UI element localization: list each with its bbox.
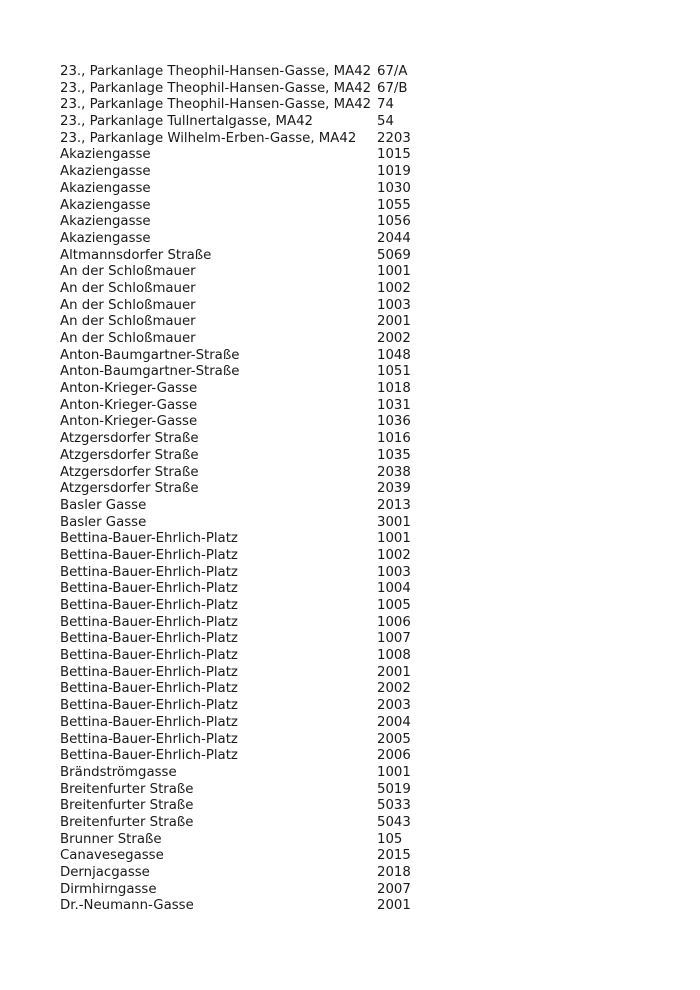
house-number: 2038: [377, 464, 411, 480]
list-item: [60, 398, 660, 415]
street-name: Anton-Krieger-Gasse: [60, 381, 198, 397]
street-name: Breitenfurter Straße: [60, 781, 194, 797]
list-item: [60, 782, 660, 799]
street-name: 23., Parkanlage Tullnertalgasse, MA42: [60, 114, 313, 130]
house-number: 1003: [377, 564, 411, 580]
house-number: 2004: [377, 714, 411, 730]
list-item: [60, 765, 660, 782]
street-name: Brändströmgasse: [60, 764, 177, 780]
street-name: Dr.-Neumann-Gasse: [60, 898, 194, 914]
list-item: [60, 481, 660, 498]
street-name: 23., Parkanlage Wilhelm-Erben-Gasse, MA42: [60, 130, 357, 146]
street-name: Bettina-Bauer-Ehrlich-Platz: [60, 664, 238, 680]
street-name: 23., Parkanlage Theophil-Hansen-Gasse, MA42: [60, 64, 372, 79]
house-number: 2001: [377, 898, 411, 914]
house-number: 2002: [377, 681, 411, 697]
list-item: [60, 431, 660, 448]
street-name: Bettina-Bauer-Ehrlich-Platz: [60, 681, 238, 697]
street-name: Basler Gasse: [60, 497, 147, 513]
house-number: 1003: [377, 297, 411, 313]
house-number: 105: [377, 831, 403, 847]
list-item: [60, 97, 660, 114]
street-name: Altmannsdorfer Straße: [60, 247, 212, 263]
list-item: [60, 531, 660, 548]
street-name: An der Schloßmauer: [60, 297, 196, 313]
street-name: Anton-Baumgartner-Straße: [60, 347, 240, 363]
street-name: Bettina-Bauer-Ehrlich-Platz: [60, 714, 238, 730]
list-item: [60, 64, 660, 81]
street-name: Bettina-Bauer-Ehrlich-Platz: [60, 648, 238, 664]
street-name: Bettina-Bauer-Ehrlich-Platz: [60, 614, 238, 630]
house-number: 2005: [377, 731, 411, 747]
list-item: [60, 264, 660, 281]
list-item: [60, 131, 660, 148]
list-item: [60, 198, 660, 215]
street-name: Bettina-Bauer-Ehrlich-Platz: [60, 698, 238, 714]
list-item: [60, 231, 660, 248]
list-item: [60, 798, 660, 815]
list-item: [60, 565, 660, 582]
list-item: [60, 81, 660, 98]
street-name: Bettina-Bauer-Ehrlich-Platz: [60, 731, 238, 747]
street-name: Akaziengasse: [60, 147, 151, 163]
street-name: Bettina-Bauer-Ehrlich-Platz: [60, 598, 238, 613]
house-number: 1001: [377, 531, 411, 547]
list-item: [60, 281, 660, 298]
house-number: 54: [377, 114, 394, 130]
street-name: Bettina-Bauer-Ehrlich-Platz: [60, 547, 238, 563]
house-number: 1001: [377, 764, 411, 780]
house-number: 1036: [377, 414, 411, 430]
street-name: Breitenfurter Straße: [60, 798, 194, 814]
house-number: 67/A: [377, 64, 408, 79]
house-number: 5033: [377, 798, 411, 814]
house-number: 67/B: [377, 80, 408, 96]
list-item: [60, 164, 660, 181]
list-item: [60, 581, 660, 598]
street-name: An der Schloßmauer: [60, 280, 196, 296]
list-item: [60, 865, 660, 882]
street-name: Dernjacgasse: [60, 865, 150, 880]
list-item: [60, 498, 660, 515]
house-number: 1051: [377, 364, 411, 380]
list-item: [60, 214, 660, 231]
street-name: Akaziengasse: [60, 214, 151, 230]
list-item: [60, 548, 660, 565]
house-number: 1030: [377, 180, 411, 196]
house-number: 2203: [377, 130, 411, 146]
street-name: Anton-Krieger-Gasse: [60, 414, 198, 430]
house-number: 1035: [377, 447, 411, 463]
list-item: [60, 364, 660, 381]
list-item: [60, 648, 660, 665]
house-number: 2007: [377, 881, 411, 897]
street-name: 23., Parkanlage Theophil-Hansen-Gasse, MA42: [60, 97, 372, 113]
street-name: Bettina-Bauer-Ehrlich-Platz: [60, 531, 238, 547]
house-number: 2002: [377, 331, 411, 346]
house-number: 2003: [377, 698, 411, 714]
house-number: 1015: [377, 147, 411, 163]
list-item: [60, 181, 660, 198]
list-item: [60, 698, 660, 715]
street-name: Basler Gasse: [60, 514, 147, 530]
list-item: [60, 348, 660, 365]
list-item: [60, 732, 660, 749]
house-number: 1055: [377, 197, 411, 213]
street-name: Akaziengasse: [60, 197, 151, 213]
house-number: 74: [377, 97, 394, 113]
street-name: Anton-Baumgartner-Straße: [60, 364, 240, 380]
list-item: [60, 631, 660, 648]
street-name: An der Schloßmauer: [60, 264, 196, 280]
house-number: 1002: [377, 280, 411, 296]
list-item: [60, 815, 660, 832]
street-name: Bettina-Bauer-Ehrlich-Platz: [60, 564, 238, 580]
house-number: 5069: [377, 247, 411, 263]
house-number: 2039: [377, 481, 411, 497]
house-number: 1016: [377, 431, 411, 447]
street-name: 23., Parkanlage Theophil-Hansen-Gasse, MA42: [60, 80, 372, 96]
street-name: Atzgersdorfer Straße: [60, 464, 199, 480]
list-item: [60, 715, 660, 732]
list-item: [60, 832, 660, 849]
list-item: [60, 298, 660, 315]
list-item: [60, 748, 660, 765]
house-number: 2044: [377, 230, 411, 246]
house-number: 2015: [377, 848, 411, 864]
list-item: [60, 598, 660, 615]
house-number: 3001: [377, 514, 411, 530]
street-name: An der Schloßmauer: [60, 314, 196, 330]
street-name: Breitenfurter Straße: [60, 814, 194, 830]
house-number: 1018: [377, 381, 411, 397]
street-name: Akaziengasse: [60, 180, 151, 196]
list-item: [60, 414, 660, 431]
street-name: Anton-Krieger-Gasse: [60, 397, 198, 413]
house-number: 1031: [377, 397, 411, 413]
house-number: 1005: [377, 598, 411, 613]
street-name: An der Schloßmauer: [60, 331, 196, 346]
house-number: 1002: [377, 547, 411, 563]
list-item: [60, 147, 660, 164]
house-number: 1006: [377, 614, 411, 630]
list-item: [60, 515, 660, 532]
house-number: 1056: [377, 214, 411, 230]
street-name: Bettina-Bauer-Ehrlich-Platz: [60, 581, 238, 597]
house-number: 2006: [377, 748, 411, 764]
street-name: Akaziengasse: [60, 164, 151, 180]
list-item: [60, 248, 660, 265]
street-name: Atzgersdorfer Straße: [60, 447, 199, 463]
street-name: Brunner Straße: [60, 831, 162, 847]
list-item: [60, 882, 660, 899]
house-number: 2013: [377, 497, 411, 513]
house-number: 5019: [377, 781, 411, 797]
list-item: [60, 114, 660, 131]
list-item: [60, 381, 660, 398]
house-number: 2001: [377, 314, 411, 330]
list-item: [60, 615, 660, 632]
list-item: [60, 898, 660, 915]
list-item: [60, 314, 660, 331]
house-number: 2018: [377, 865, 411, 880]
house-number: 1004: [377, 581, 411, 597]
list-item: [60, 848, 660, 865]
list-item: [60, 448, 660, 465]
address-list: [60, 64, 660, 915]
house-number: 5043: [377, 814, 411, 830]
house-number: 1008: [377, 648, 411, 664]
street-name: Atzgersdorfer Straße: [60, 481, 199, 497]
house-number: 1001: [377, 264, 411, 280]
street-name: Atzgersdorfer Straße: [60, 431, 199, 447]
street-name: Bettina-Bauer-Ehrlich-Platz: [60, 631, 238, 647]
list-item: [60, 681, 660, 698]
house-number: 2001: [377, 664, 411, 680]
list-item: [60, 465, 660, 482]
street-name: Dirmhirngasse: [60, 881, 157, 897]
house-number: 1007: [377, 631, 411, 647]
street-name: Bettina-Bauer-Ehrlich-Platz: [60, 748, 238, 764]
house-number: 1048: [377, 347, 411, 363]
street-name: Canavesegasse: [60, 848, 164, 864]
list-item: [60, 665, 660, 682]
list-item: [60, 331, 660, 348]
street-name: Akaziengasse: [60, 230, 151, 246]
house-number: 1019: [377, 164, 411, 180]
